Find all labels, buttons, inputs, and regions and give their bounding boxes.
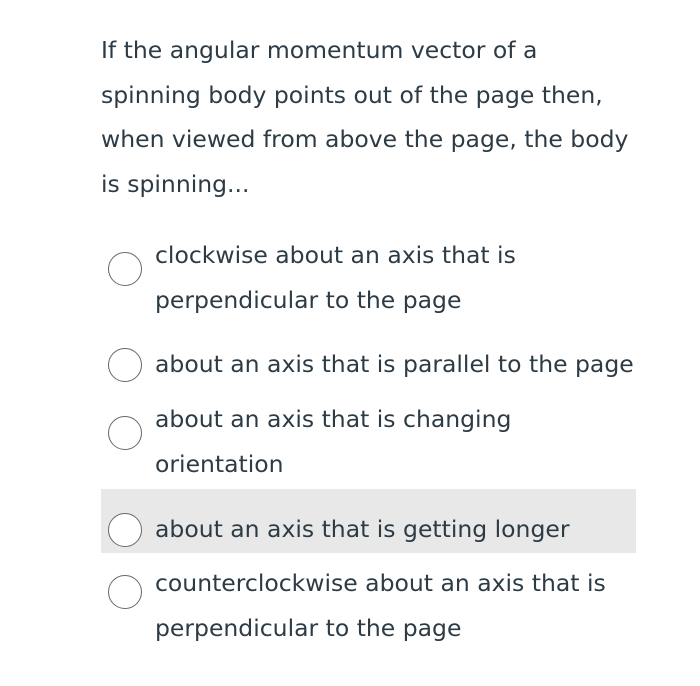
answer-option[interactable] bbox=[101, 397, 636, 486]
answer-label: about an axis that is parallel to the page bbox=[155, 350, 634, 378]
answer-label: about an axis that is getting longer bbox=[155, 515, 570, 543]
answer-option-highlighted[interactable] bbox=[101, 489, 636, 553]
answer-label: clockwise about an axis that is perpendicular to the page bbox=[155, 241, 516, 314]
question-text: If the angular momentum vector of a spinning body points out of the page then, when viewed from above the page, the body is spinning... bbox=[101, 36, 629, 198]
radio-button[interactable] bbox=[108, 348, 142, 382]
answer-option[interactable] bbox=[101, 233, 636, 322]
radio-button[interactable] bbox=[108, 416, 142, 450]
answer-label: about an axis that is changing orientation bbox=[155, 405, 512, 478]
answer-option[interactable] bbox=[101, 344, 636, 389]
radio-button[interactable] bbox=[108, 252, 142, 286]
answer-option[interactable] bbox=[101, 561, 636, 650]
radio-button[interactable] bbox=[108, 575, 142, 609]
answer-label: counterclockwise about an axis that is perpendicular to the page bbox=[155, 569, 606, 642]
radio-button[interactable] bbox=[108, 513, 142, 547]
